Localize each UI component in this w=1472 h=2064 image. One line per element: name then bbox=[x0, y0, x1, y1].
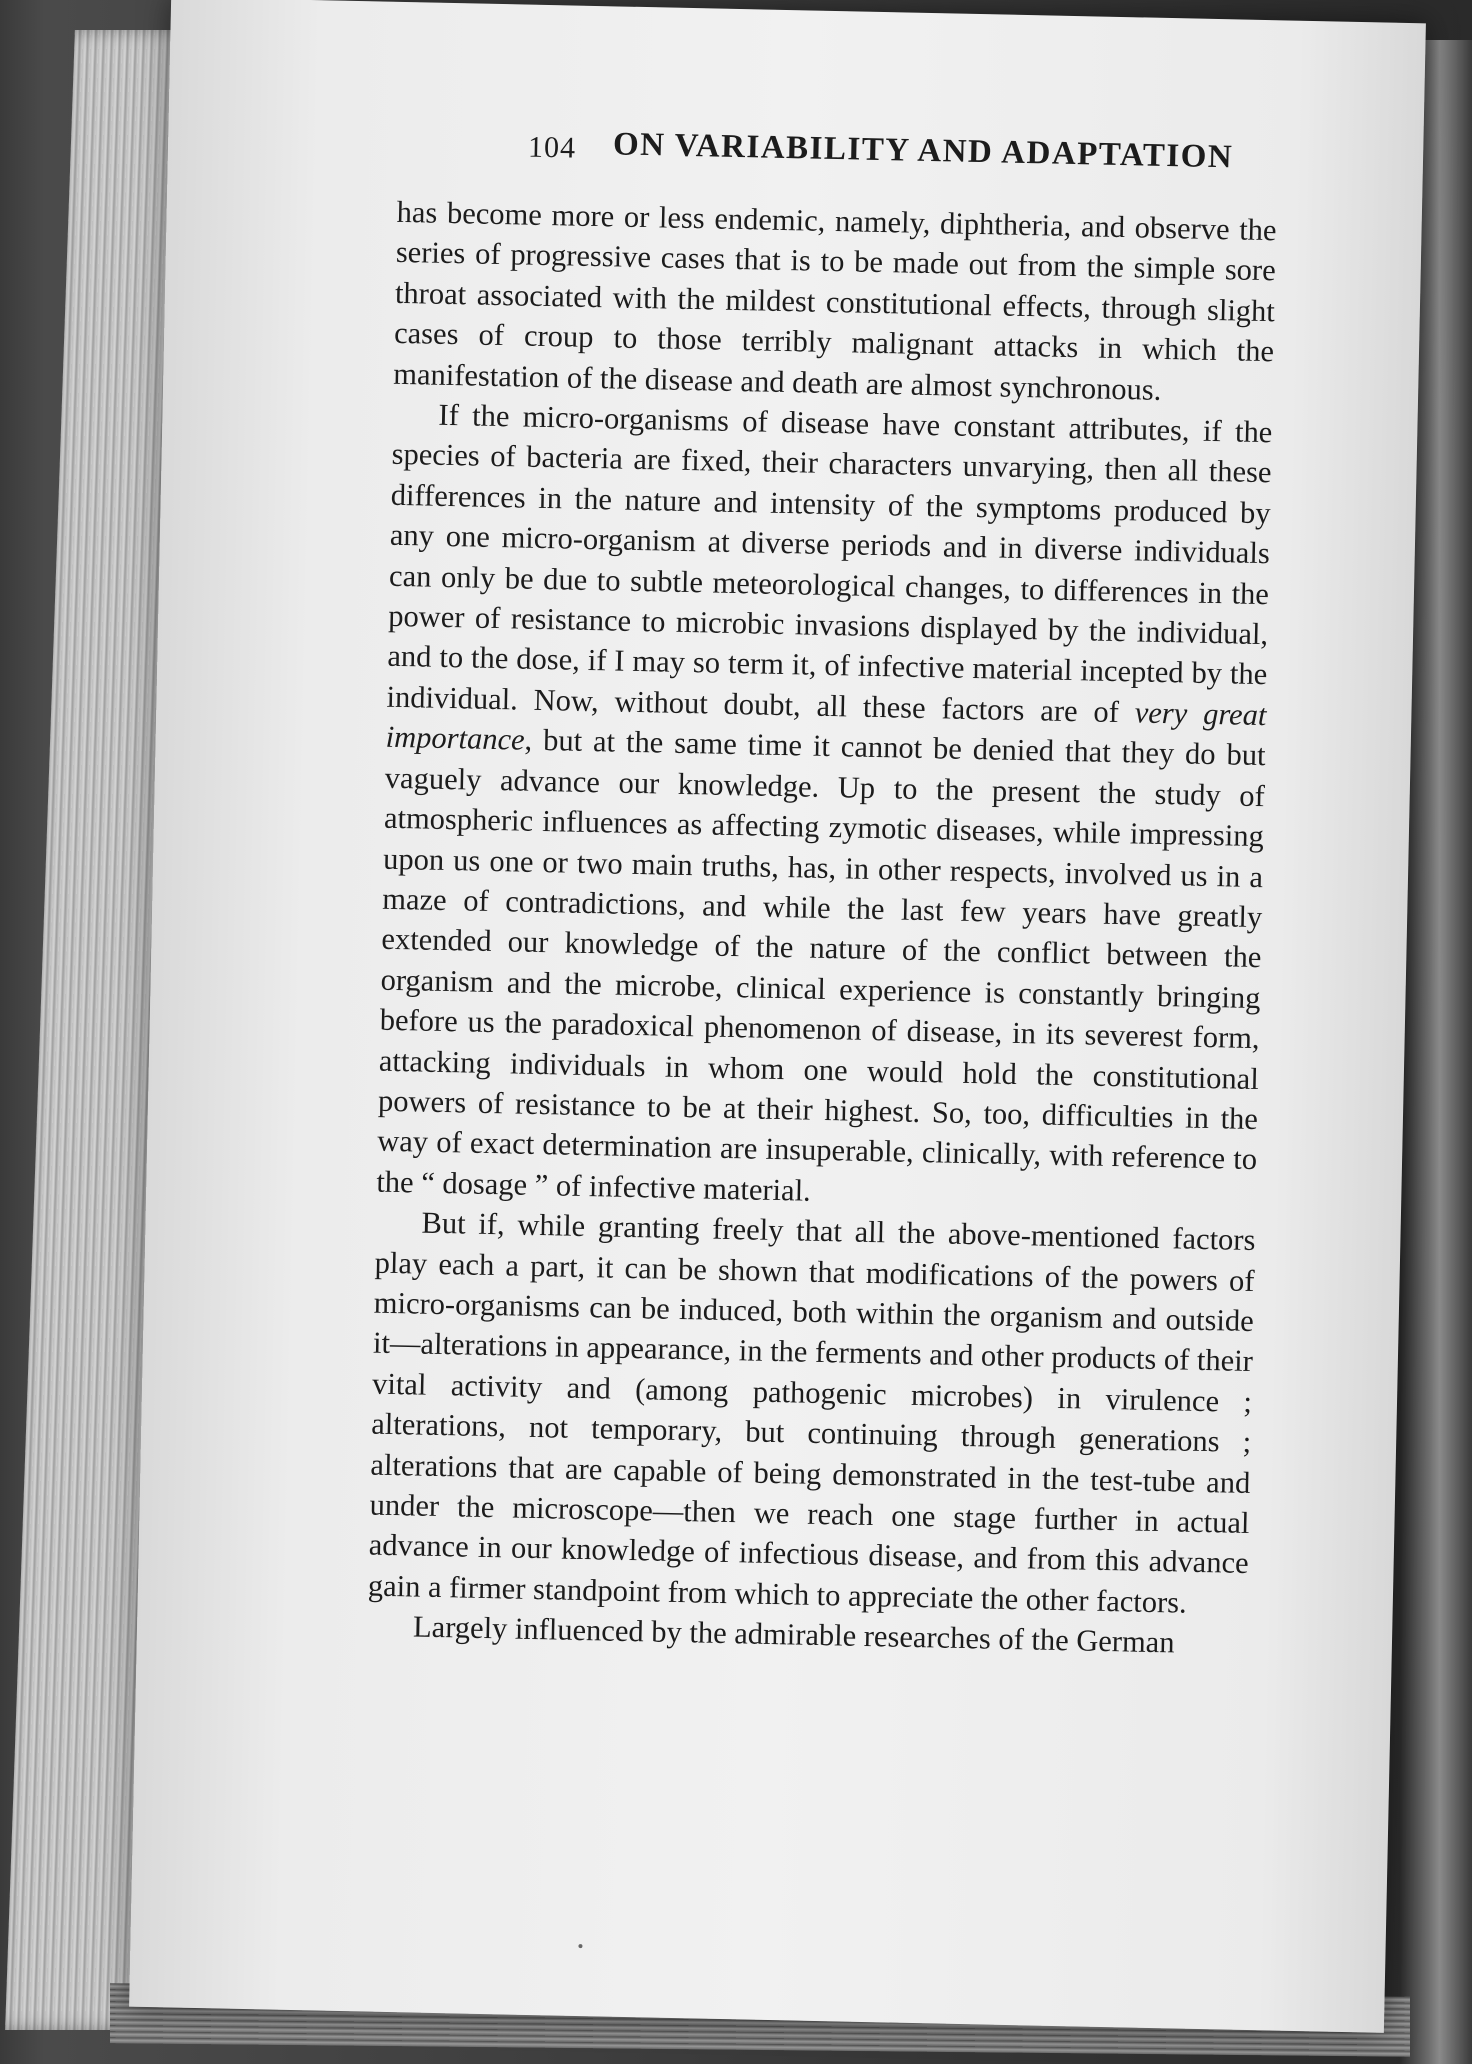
text-run: has become more or less endemic, namely, diphtheria, and observe the series of progressive cases that is to be made out from the simple sore throat associated with the mildest constitutional effects, through slight cases of croup to those terribly malignant attacks in which the manifestation of the disease and death are almost synchronous. bbox=[392, 194, 1277, 407]
paragraph bbox=[393, 192, 1277, 412]
book-page bbox=[129, 0, 1426, 2033]
paragraph bbox=[368, 1202, 1256, 1624]
page-text-block bbox=[367, 122, 1279, 1665]
text-run: But if, while granting freely that all the above-mentioned factors play each a part, it can be shown that modifications of the powers of micro-organisms can be induced, both within the organism and outside it—alterations in appearance, in the ferments and other products of their vital activity and (among pathogenic microbes) in virulence ; alterations, not temporary, but continuing through generations ; alterations that are capable of being demonstrated in the test-tube and under the microscope—then we reach one stage further in actual advance in our knowledge of infectious disease, and from this advance gain a firmer standpoint from which to appreciate the other factors. bbox=[367, 1205, 1256, 1620]
running-head bbox=[397, 122, 1278, 200]
paper-speck bbox=[578, 1944, 582, 1948]
text-run: If the micro-organisms of disease have constant attributes, if the species of bacteria are fixed, their characters unvarying, then all these differences in the nature and intensity of the symptoms produced by any one micro-organism at diverse periods and in diverse individuals can only be due to subtle meteorological changes, to differences in the power of resistance to microbic invasions displayed by the individual, and to the dose, if I may so term it, of infective material incepted by the individual. Now, without doubt, all these factors are of bbox=[386, 397, 1273, 730]
text-run: , but at the same time it cannot be denied that they do but vaguely advance our knowledge. Up to the present the study of atmospheric influences as affecting zymotic diseases, while impressing upon us one or two main truths, has, in other respects, involved us in a maze of contradictions, and while the last few years have greatly extended our knowledge of the nature of the conflict between the organism and the microbe, clinical experience is constantly bringing before us the paradoxical phenomenon of disease, in its severest form, attacking individuals in whom one would hold the constitutional powers of resistance to be at their highest. So, too, difficulties in the way of exact determination are insuperable, clinically, with reference to the “ dosage ” of infective material. bbox=[376, 722, 1266, 1208]
text-run: Largely influenced by the admirable researches of the German bbox=[412, 1609, 1175, 1660]
italic-text-run: very great importance bbox=[385, 695, 1267, 757]
page-number: 104 bbox=[527, 130, 577, 165]
running-title: ON VARIABILITY AND ADAPTATION bbox=[612, 126, 1234, 176]
paragraph bbox=[376, 394, 1273, 1220]
body-text bbox=[367, 192, 1277, 1665]
